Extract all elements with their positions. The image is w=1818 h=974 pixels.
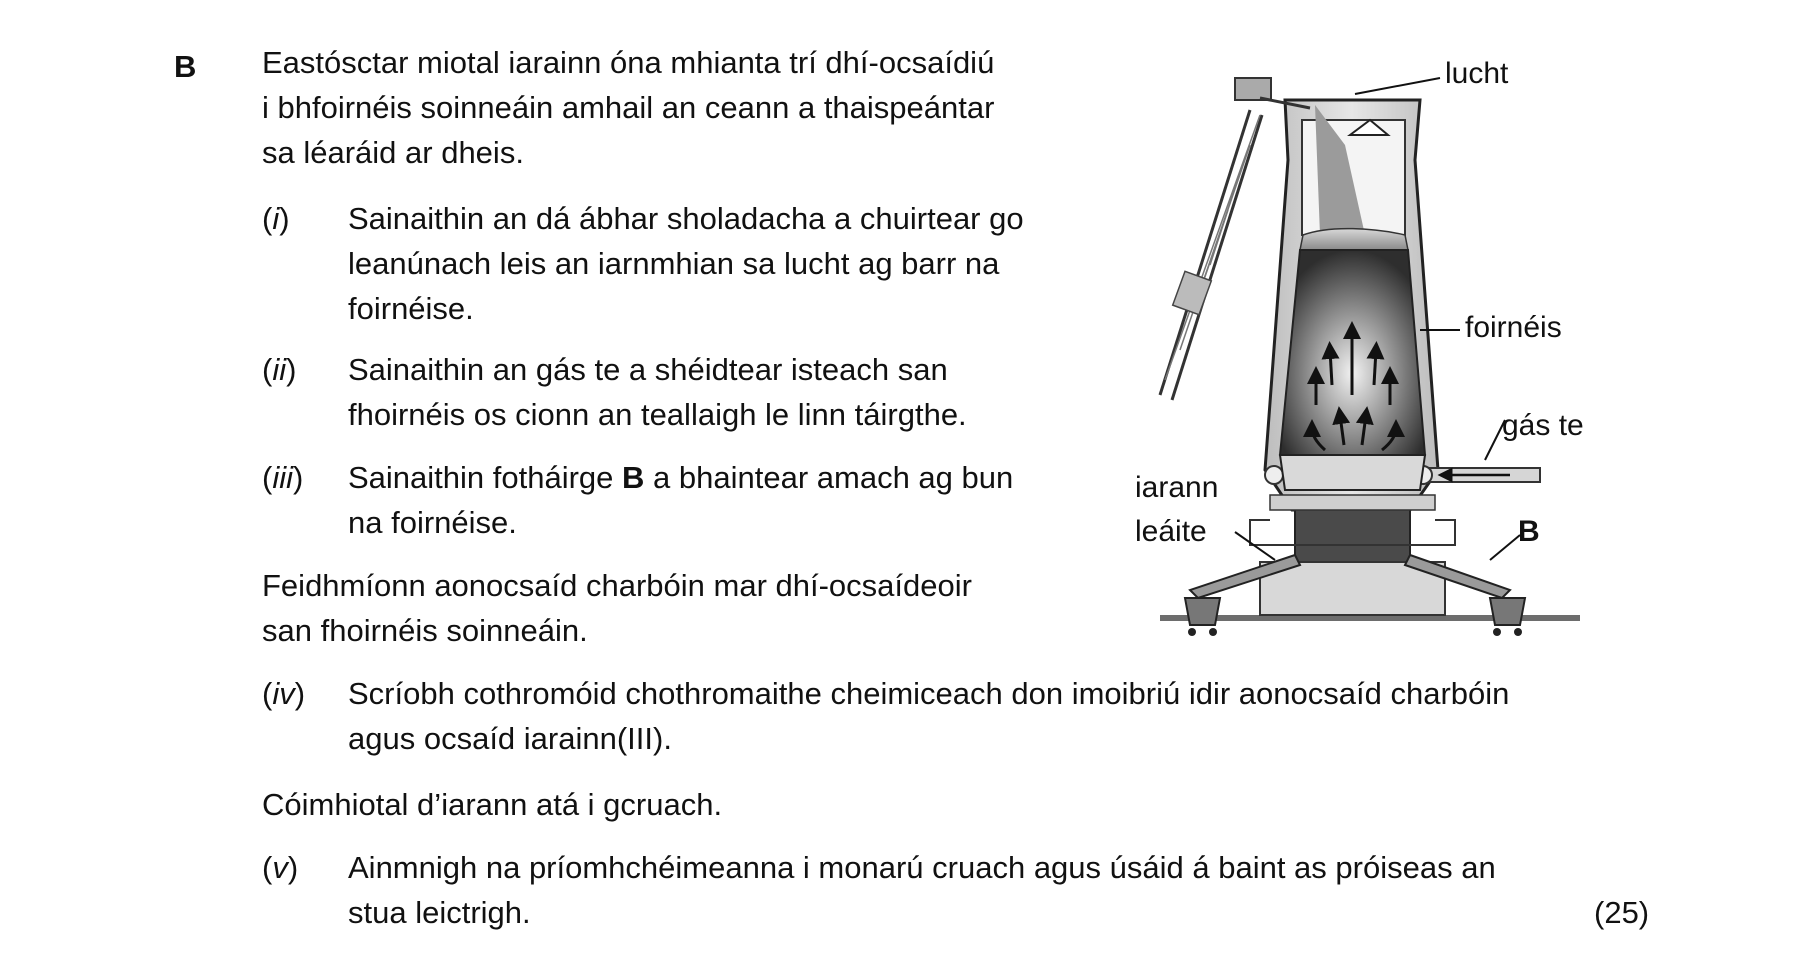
part-line: Ainmnigh na príomhchéimeanna i monarú cruach agus úsáid á baint as próiseas an bbox=[348, 850, 1496, 885]
statement-alloy: Cóimhiotal d’iarann atá i gcruach. bbox=[262, 787, 723, 822]
part-iii-text bbox=[348, 455, 1013, 545]
intro-line: sa léaráid ar dheis. bbox=[262, 135, 524, 170]
question-intro bbox=[262, 40, 994, 175]
part-line: Sainaithin fotháirge B a bhaintear amach ag bun bbox=[348, 460, 1014, 495]
part-i-text bbox=[348, 196, 1024, 331]
question-letter: B bbox=[174, 49, 197, 84]
hearth bbox=[1280, 455, 1425, 490]
iron-ladle bbox=[1185, 598, 1220, 636]
part-line: foirnéise. bbox=[348, 291, 474, 326]
part-ii-label: (ii) bbox=[262, 352, 297, 387]
label-molten-iron-2: leáite bbox=[1135, 515, 1207, 548]
part-line: stua leictrigh. bbox=[348, 895, 531, 930]
marks: (25) bbox=[1594, 895, 1650, 930]
statement-co bbox=[262, 563, 972, 653]
part-line: Sainaithin an gás te a shéidtear isteach san bbox=[348, 352, 948, 387]
part-line: na foirnéise. bbox=[348, 505, 517, 540]
part-i-label: (i) bbox=[262, 201, 290, 236]
intro-line: i bhfoirnéis soinneáin amhail an ceann a thaispeántar bbox=[262, 90, 995, 125]
label-byproduct: B bbox=[1518, 515, 1540, 548]
part-ii-text bbox=[348, 347, 967, 437]
slag-ladle bbox=[1490, 598, 1525, 636]
part-iii-label: (iii) bbox=[262, 460, 304, 495]
statement-line: san fhoirnéis soinneáin. bbox=[262, 613, 588, 648]
part-line: Scríobh cothromóid chothromaithe cheimiceach don imoibriú idir aonocsaíd charbóin bbox=[348, 676, 1510, 711]
molten-pool bbox=[1295, 502, 1410, 562]
statement-line: Feidhmíonn aonocsaíd charbóin mar dhí-ocsaídeoir bbox=[262, 568, 972, 603]
label-charge: lucht bbox=[1445, 57, 1509, 90]
part-line: Sainaithin an dá ábhar sholadacha a chuirtear go bbox=[348, 201, 1024, 236]
intro-line: Eastósctar miotal iarainn óna mhianta trí dhí-ocsaídiú bbox=[262, 45, 995, 80]
blast-furnace-illustration bbox=[1120, 50, 1640, 650]
part-line: leanúnach leis an iarnmhian sa lucht ag barr na bbox=[348, 246, 1000, 281]
part-v-label: (v) bbox=[262, 850, 299, 885]
charge-layer bbox=[1300, 229, 1408, 250]
label-furnace: foirnéis bbox=[1465, 311, 1562, 344]
part-iv-label: (iv) bbox=[262, 676, 306, 711]
blast-furnace-diagram bbox=[1120, 50, 1640, 650]
part-iv-text bbox=[348, 671, 1509, 761]
part-line: agus ocsaíd iarainn(III). bbox=[348, 721, 672, 756]
label-hot-gas: gás te bbox=[1502, 409, 1584, 442]
skip-conveyor bbox=[1160, 78, 1271, 400]
label-molten-iron-1: iarann bbox=[1135, 471, 1219, 504]
part-v-text bbox=[348, 845, 1496, 935]
part-line: fhoirnéis os cionn an teallaigh le linn táirgthe. bbox=[348, 397, 967, 432]
